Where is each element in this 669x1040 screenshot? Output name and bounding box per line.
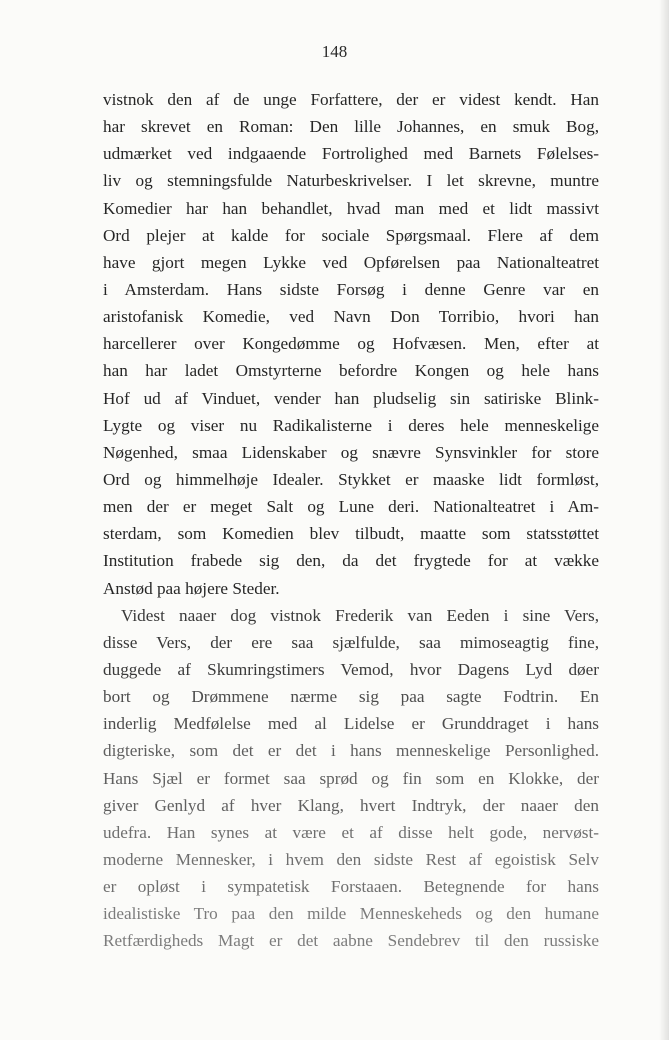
- text-line: moderne Mennesker, i hvem den sidste Rest af egoistisk Selv: [103, 849, 599, 869]
- text-line: Hof ud af Vinduet, vender han pludselig sin satiriske Blink-: [103, 388, 599, 408]
- text-line: inderlig Medfølelse med al Lidelse er Grunddraget i hans: [103, 714, 599, 734]
- text-line: Ord plejer at kalde for sociale Spørgsmaal. Flere af dem: [103, 225, 599, 245]
- text-line: harcellerer over Kongedømme og Hofvæsen. Men, efter at: [103, 334, 599, 354]
- page-number: 148: [321, 42, 348, 61]
- text-line: Komedier har han behandlet, hvad man med et lidt massivt: [103, 198, 599, 218]
- text-line: udmærket ved indgaaende Fortrolighed med Barnets Følelses-: [103, 144, 599, 164]
- text-line: Institution frabede sig den, da det frygtede for at vække: [103, 551, 599, 571]
- text-line: udefra. Han synes at være et af disse helt gode, nervøst-: [103, 822, 599, 842]
- text-line: bort og Drømmene nærme sig paa sagte Fodtrin. En: [103, 687, 599, 707]
- text-line: idealistiske Tro paa den milde Menneskeheds og den humane: [103, 904, 599, 924]
- text-line: vistnok den af de unge Forfattere, der er videst kendt. Han: [103, 90, 599, 109]
- text-line: disse Vers, der ere saa sjælfulde, saa mimoseagtig fine,: [103, 632, 599, 652]
- text-line: duggede af Skumringstimers Vemod, hvor Dagens Lyd døer: [103, 659, 599, 679]
- text-line: i Amsterdam. Hans sidste Forsøg i denne Genre var en: [103, 279, 599, 299]
- text-line: have gjort megen Lykke ved Opførelsen paa Nationalteatret: [103, 252, 599, 272]
- text-line: Lygte og viser nu Radikalisterne i deres hele menneskelige: [103, 415, 599, 435]
- text-line: men der er meget Salt og Lune deri. Nationalteatret i Am-: [103, 497, 599, 517]
- text-line: aristofanisk Komedie, ved Navn Don Torribio, hvori han: [103, 307, 599, 327]
- body-text: [103, 86, 599, 955]
- text-line: er opløst i sympatetisk Forstaaen. Betegnende for hans: [103, 877, 599, 897]
- text-line: Hans Sjæl er formet saa sprød og fin som en Klokke, der: [103, 768, 599, 788]
- text-line: han har ladet Omstyrterne befordre Kongen og hele hans: [103, 361, 599, 381]
- text-line: sterdam, som Komedien blev tilbudt, maatte som statsstøttet: [103, 524, 599, 544]
- text-line: Videst naaer dog vistnok Frederik van Eeden i sine Vers,: [121, 605, 599, 625]
- text-line: Retfærdigheds Magt er det aabne Sendebrev til den russiske: [103, 931, 599, 951]
- page-edge-shadow: [659, 0, 669, 1040]
- text-line: Anstød paa højere Steder.: [103, 578, 280, 598]
- text-line: giver Genlyd af hver Klang, hvert Indtryk, der naaer den: [103, 795, 599, 815]
- text-line: har skrevet en Roman: Den lille Johannes, en smuk Bog,: [103, 117, 599, 137]
- text-line: Ord og himmelhøje Idealer. Stykket er maaske lidt formløst,: [103, 469, 599, 489]
- text-line: liv og stemningsfulde Naturbeskrivelser. I let skrevne, muntre: [103, 171, 599, 191]
- text-line: Nøgenhed, smaa Lidenskaber og snævre Synsvinkler for store: [103, 442, 599, 462]
- text-line: digteriske, som det er det i hans menneskelige Personlighed.: [103, 741, 599, 761]
